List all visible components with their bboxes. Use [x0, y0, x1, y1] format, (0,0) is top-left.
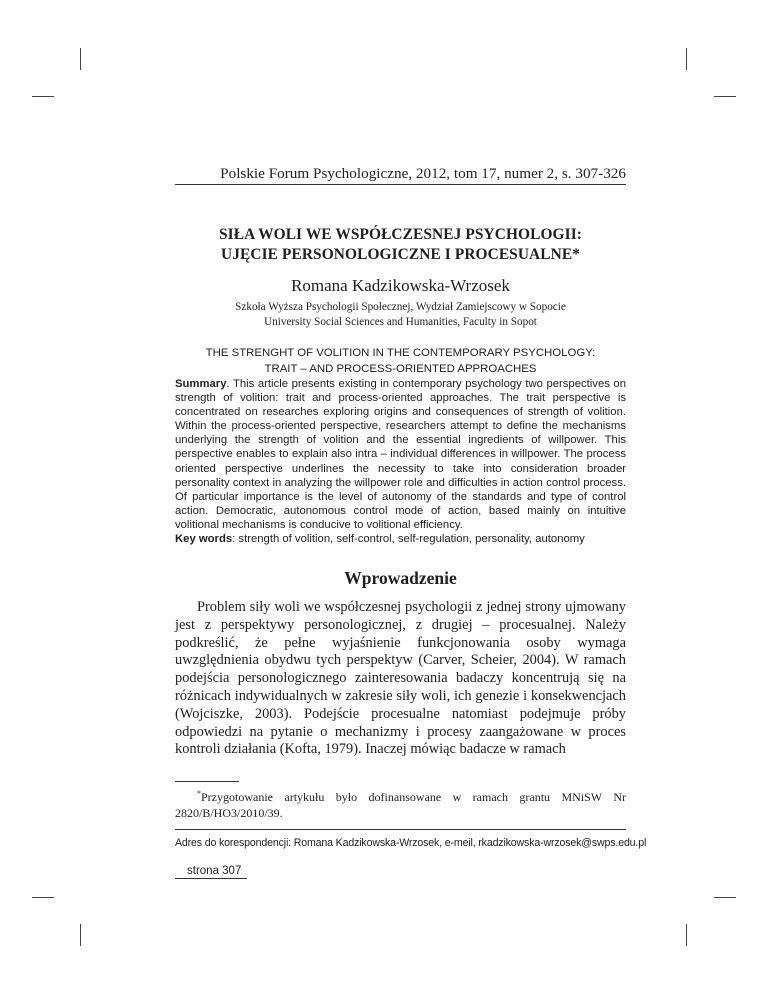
body-paragraph: Problem siły woli we współczesnej psychologii z jednej strony ujmowany jest z perspektywy personologicznej, z drugiej – procesualnej. Należy podkreślić, że pełne wyjaśnienie funkcjonowania osoby wymaga uwzględnienia obydwu tych perspektyw (Carver, Scheier, 2004). W ramach podejścia personologicznego zainteresowania badaczy koncentrują się na różnicach indywidualnych w zakresie siły woli, ich genezie i konsekwencjach (Wojciszke, 2003). Podejście procesualne natomiast podejmuje próby odpowiedzi na pytanie o mechanizmy i procesy zaangażowane w proces kontroli działania (Kofta, 1979). Inaczej mówiąc badacze w ramach: [175, 599, 626, 758]
footnote-mark: *: [197, 789, 201, 798]
footnote-rule: [175, 781, 239, 782]
crop-mark: [714, 897, 736, 898]
keywords-text: : strength of volition, self-control, self-regulation, personality, autonomy: [232, 533, 585, 546]
page-number: strona 307: [187, 865, 242, 877]
english-title: [175, 345, 626, 377]
keywords-label: Key words: [175, 533, 233, 546]
title-line-1: SIŁA WOLI WE WSPÓŁCZESNEJ PSYCHOLOGII:: [218, 226, 583, 243]
crop-mark: [686, 48, 687, 70]
crop-mark: [714, 96, 736, 97]
footnote-text: Przygotowanie artykułu było dofinansowane w ramach grantu MNiSW Nr 2820/B/HO3/2010/39.: [175, 790, 626, 820]
abstract: [175, 377, 626, 546]
affiliation-english: University Social Sciences and Humanities, Faculty in Sopot: [264, 315, 537, 328]
summary-label: Summary: [175, 378, 227, 390]
correspondence-address: Adres do korespondencji: Romana Kadzikowska-Wrzosek, e-meil, rkadzikowska-wrzosek@swps.edu.pl: [175, 837, 647, 849]
summary-text: . This article presents existing in contemporary psychology two perspectives on strength of volition: trait and process-oriented approaches. The trait perspective is concentrated on researches exploring origins and consequences of strength of volition. Within the process-oriented perspective, researchers attempt to define the mechanisms underlying the strength of volition and the essential ingredients of willpower. This perspective enables to explain also intra – individual differences in willpower. The process oriented perspective underlines the necessity to take into consideration broader personality context in analyzing the willpower role and difficulties in action control process. Of particular importance is the level of autonomy of the standards and type of control action. Democratic, autonomous control mode of action, based mainly on intuitive volitional mechanisms is conducive to volitional efficiency.: [175, 378, 626, 531]
article-title: [175, 225, 626, 265]
author-name: Romana Kadzikowska-Wrzosek: [291, 276, 510, 295]
english-title-line-2: TRAIT – AND PROCESS-ORIENTED APPROACHES: [264, 363, 537, 375]
affiliation-polish: Szkoła Wyższa Psychologii Społecznej, Wydział Zamiejscowy w Sopocie: [235, 301, 566, 313]
crop-mark: [80, 48, 81, 70]
affiliation: [175, 300, 626, 329]
correspondence-rule: [175, 829, 626, 830]
crop-mark: [32, 897, 54, 898]
crop-mark: [686, 924, 687, 946]
header-rule: [175, 184, 626, 185]
title-line-2: UJĘCIE PERSONOLOGICZNE I PROCESUALNE*: [220, 246, 581, 263]
journal-header: Polskie Forum Psychologiczne, 2012, tom 17, numer 2, s. 307-326: [220, 165, 626, 182]
keywords-paragraph: [175, 532, 626, 546]
page-number-rule: [175, 878, 247, 879]
crop-mark: [32, 96, 54, 97]
section-heading: Wprowadzenie: [344, 568, 457, 588]
english-title-line-1: THE STRENGHT OF VOLITION IN THE CONTEMPORARY PSYCHOLOGY:: [205, 347, 596, 359]
footnote: [175, 786, 626, 821]
summary-paragraph: [175, 377, 626, 532]
crop-mark: [80, 924, 81, 946]
